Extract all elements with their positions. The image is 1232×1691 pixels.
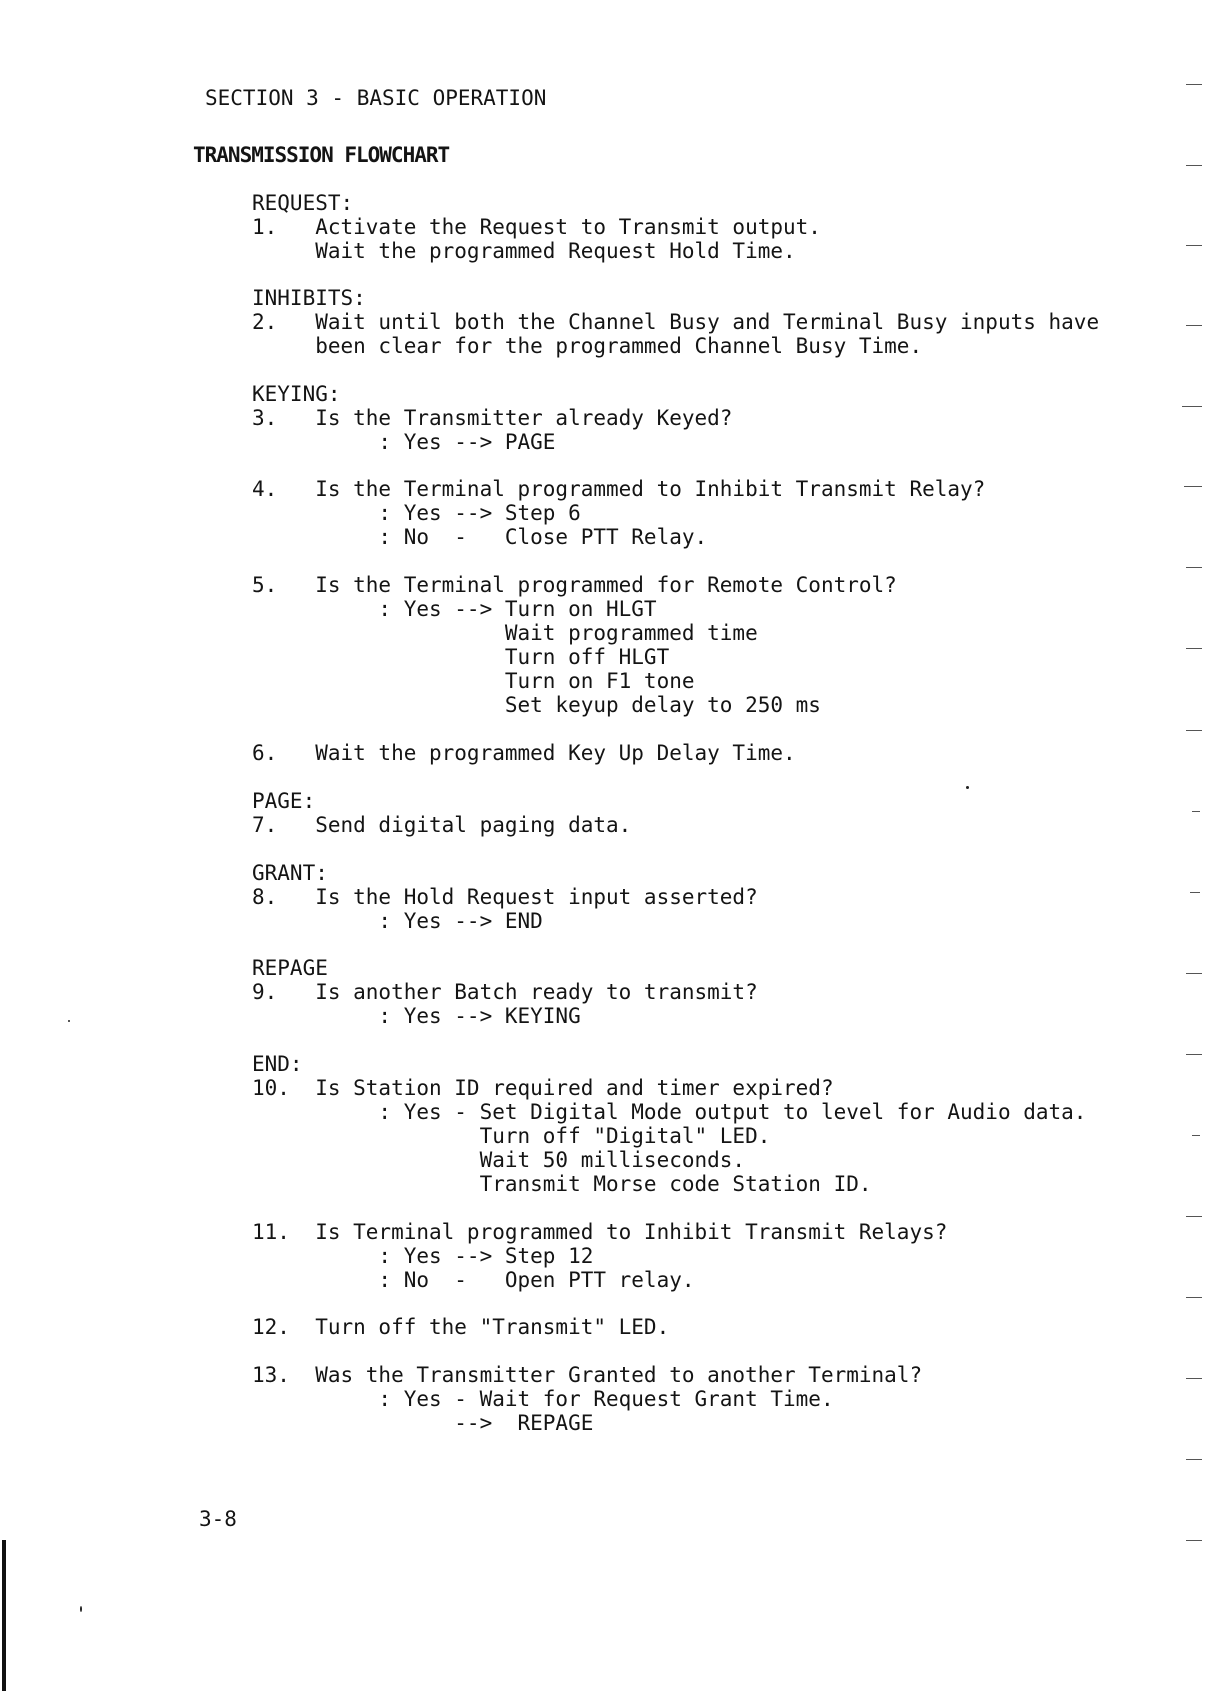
step-4: 4. Is the Terminal programmed to Inhibit Transmit Relay? [252, 477, 986, 501]
step-12: 12. Turn off the "Transmit" LED. [252, 1315, 670, 1339]
step-11-yes: : Yes --> Step 12 [252, 1244, 594, 1268]
step-11-no: : No - Open PTT relay. [252, 1268, 695, 1292]
step-5-action: Set keyup delay to 250 ms [252, 693, 821, 717]
step-7: 7. Send digital paging data. [252, 813, 632, 837]
step-10-action: Wait 50 milliseconds. [252, 1148, 746, 1172]
step-1: 1. Activate the Request to Transmit output. [252, 215, 821, 239]
step-5-yes: : Yes --> Turn on HLGT [252, 597, 657, 621]
step-3-yes: : Yes --> PAGE [252, 430, 556, 454]
step-11: 11. Is Terminal programmed to Inhibit Transmit Relays? [252, 1220, 948, 1244]
margin-mark [1190, 892, 1200, 893]
label-keying: KEYING: [252, 382, 341, 406]
step-10-yes: : Yes - Set Digital Mode output to level for Audio data. [252, 1100, 1087, 1124]
margin-mark [1186, 567, 1202, 568]
margin-mark [1186, 973, 1202, 974]
margin-mark [1186, 1540, 1202, 1541]
margin-mark [1186, 1297, 1202, 1298]
label-page: PAGE: [252, 789, 316, 813]
step-9: 9. Is another Batch ready to transmit? [252, 980, 758, 1004]
margin-mark [1186, 245, 1202, 246]
step-5-action: Turn off HLGT [252, 645, 670, 669]
margin-mark [1186, 1216, 1202, 1217]
label-repage: REPAGE [252, 956, 328, 980]
step-10-action: Transmit Morse code Station ID. [252, 1172, 872, 1196]
margin-mark [1186, 1378, 1202, 1379]
margin-mark [1186, 1054, 1202, 1055]
step-10: 10. Is Station ID required and timer expired? [252, 1076, 834, 1100]
step-5-action: Turn on F1 tone [252, 669, 695, 693]
step-13-yes: : Yes - Wait for Request Grant Time. [252, 1387, 834, 1411]
scan-speck [966, 786, 969, 789]
margin-mark [1186, 165, 1202, 166]
step-6: 6. Wait the programmed Key Up Delay Time. [252, 741, 796, 765]
scan-speck [80, 1606, 82, 1612]
step-4-yes: : Yes --> Step 6 [252, 501, 581, 525]
label-inhibits: INHIBITS: [252, 286, 366, 310]
step-3: 3. Is the Transmitter already Keyed? [252, 406, 733, 430]
page-number: 3-8 [199, 1507, 237, 1531]
step-5-action: Wait programmed time [252, 621, 758, 645]
step-13-goto: --> REPAGE [252, 1411, 594, 1435]
label-end: END: [252, 1052, 303, 1076]
margin-mark [1192, 811, 1200, 812]
step-1-line-2: Wait the programmed Request Hold Time. [252, 239, 796, 263]
label-grant: GRANT: [252, 861, 328, 885]
step-8: 8. Is the Hold Request input asserted? [252, 885, 758, 909]
margin-mark [1184, 486, 1202, 487]
margin-mark [1186, 730, 1202, 731]
margin-mark [1186, 84, 1202, 85]
page-title: TRANSMISSION FLOWCHART [193, 143, 450, 167]
step-13: 13. Was the Transmitter Granted to another Terminal? [252, 1363, 923, 1387]
margin-mark [1186, 648, 1202, 649]
scan-speck [68, 1020, 70, 1022]
margin-mark [1192, 1135, 1200, 1136]
step-5: 5. Is the Terminal programmed for Remote Control? [252, 573, 897, 597]
step-10-action: Turn off "Digital" LED. [252, 1124, 771, 1148]
margin-mark [1186, 1459, 1202, 1460]
section-header: SECTION 3 - BASIC OPERATION [205, 86, 547, 110]
step-9-yes: : Yes --> KEYING [252, 1004, 581, 1028]
margin-mark [1182, 406, 1202, 407]
step-8-yes: : Yes --> END [252, 909, 543, 933]
binding-edge [2, 1540, 6, 1691]
step-2: 2. Wait until both the Channel Busy and Terminal Busy inputs have [252, 310, 1100, 334]
step-2-line-2: been clear for the programmed Channel Busy Time. [252, 334, 923, 358]
step-4-no: : No - Close PTT Relay. [252, 525, 708, 549]
label-request: REQUEST: [252, 191, 354, 215]
margin-mark [1186, 325, 1202, 326]
